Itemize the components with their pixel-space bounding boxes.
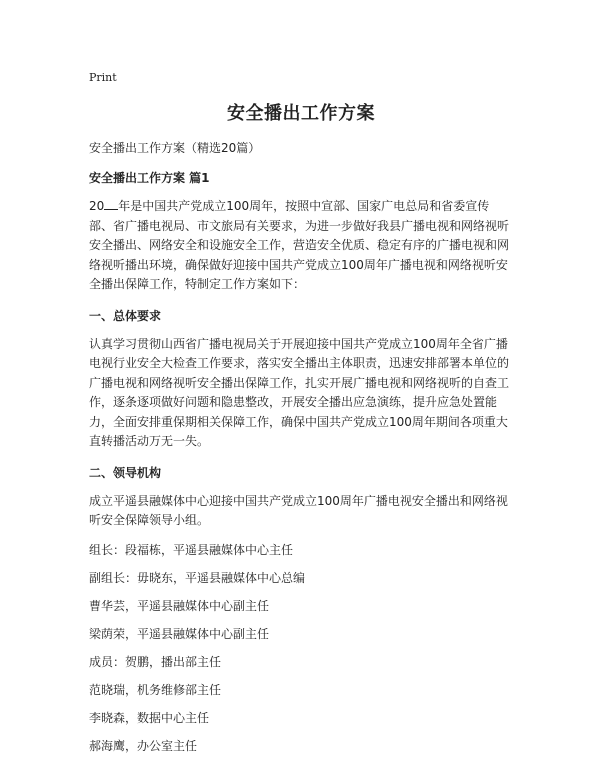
heading-leadership: 二、领导机构	[89, 465, 162, 480]
intro-year-prefix: 20	[89, 199, 105, 213]
document-title: 安全播出工作方案	[227, 103, 375, 124]
member-line: 郝海鹰，办公室主任	[89, 738, 198, 753]
member-line: 李晓森，数据中心主任	[89, 710, 210, 725]
general-requirements-paragraph: 认真学习贯彻山西省广播电视局关于开展迎接中国共产党成立100周年全省广播电视行业安全大检查工作要求，落实安全播出主体职责，迅速安排部署本单位的广播电视和网络视听安全播出保障工作，扎实开展广播电视和网络视听的自查工作，逐条逐项做好问题和隐患整改，开展安全播出应急演练，提升应急处置能力，全面安排重保期相关保障工作，确保中国共产党成立100周年期间各项重大直转播活动万无一失。	[89, 336, 510, 448]
intro-text: 年是中国共产党成立100周年，按照中宣部、国家广电总局和省委宣传部、省广播电视局、市文旅局有关要求，为进一步做好我县广播电视和网络视听安全播出、网络安全和设施安全工作，营造安全优质、稳定有序的广播电视和网络视听播出环境，确保做好迎接中国共产党成立100周年广播电视和网络视听安全播出保障工作，特制定工作方案如下：	[89, 199, 510, 291]
member-line: 曹华芸，平遥县融媒体中心副主任	[89, 598, 270, 613]
member-line: 副组长：毋晓东，平遥县融媒体中心总编	[89, 570, 306, 585]
print-label[interactable]: Print	[89, 71, 117, 84]
member-line: 梁荫荣，平遥县融媒体中心副主任	[89, 626, 270, 641]
document-subtitle: 安全播出工作方案（精选20篇）	[89, 141, 261, 155]
member-line: 成员：贺鹏，播出部主任	[89, 654, 222, 669]
leadership-paragraph: 成立平遥县融媒体中心迎接中国共产党成立100周年广播电视安全播出和网络视听安全保障领导小组。	[89, 493, 508, 527]
member-line: 范晓瑞，机务维修部主任	[89, 682, 222, 697]
member-line: 组长：段福栋，平遥县融媒体中心主任	[89, 542, 294, 557]
year-blank	[104, 198, 118, 210]
intro-paragraph	[89, 197, 513, 295]
heading-general-requirements: 一、总体要求	[89, 308, 162, 323]
section-title: 安全播出工作方案 篇1	[89, 171, 210, 185]
